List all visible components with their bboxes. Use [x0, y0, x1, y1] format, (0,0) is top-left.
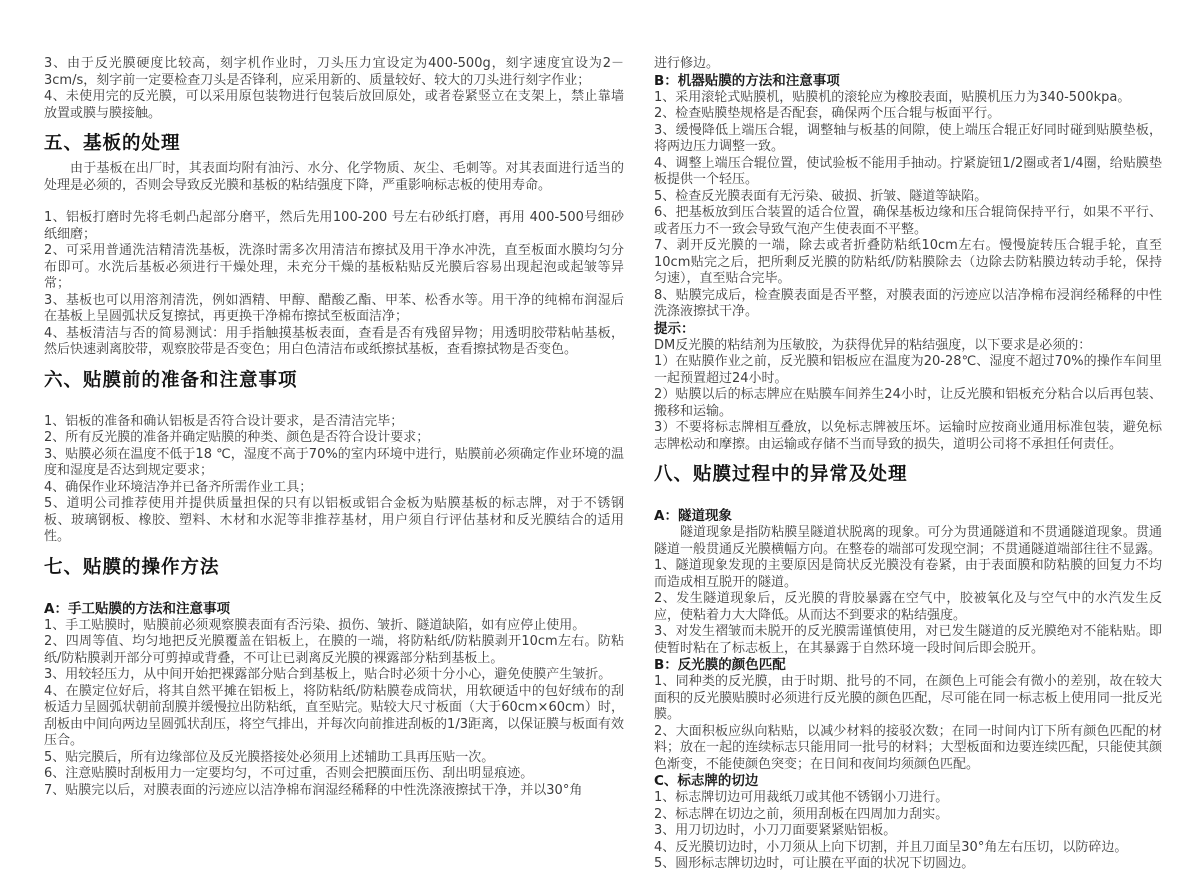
paragraph: 5、道明公司推荐使用并提供质量担保的只有以铝板或铝合金板为贴膜基板的标志牌，对于不锈钢板、玻璃钢板、橡胶、塑料、木材和水泥等非推荐基材，用户须自行评估基材和反光膜结合的适用性。	[44, 496, 624, 544]
subsection-heading: A：手工贴膜的方法和注意事项	[44, 600, 230, 617]
subsection-heading: 提示：	[654, 320, 695, 337]
section-heading: 五、基板的处理	[44, 133, 181, 154]
paragraph: 4、未使用完的反光膜，可以采用原包装物进行包装后放回原处，或者卷紧竖立在支架上，禁止靠墙放置或膜与膜接触。	[44, 89, 624, 121]
paragraph: 3、由于反光膜硬度比较高，刻字机作业时，刀头压力宜设定为400-500g，刻字速度宜设为2－3cm/s，刻字前一定要检查刀头是否锋利，应采用新的、质量较好、较大的刀头进行刻字作业；	[44, 56, 624, 88]
paragraph: 4、确保作业环境洁净并已备齐所需作业工具；	[44, 479, 313, 495]
paragraph: 4、基板清洁与否的简易测试：用手指触摸基板表面，查看是否有残留异物；用透明胶带粘帖基板，然后快速剥离胶带，观察胶带是否变色；用白色清洁布或纸擦拭基板，查看擦拭物是否变色。	[44, 325, 624, 357]
paragraph: 8、贴膜完成后，检查膜表面是否平整，对膜表面的污迹应以洁净棉布浸润经稀释的中性洗涤液擦拭干净。	[654, 287, 1162, 319]
paragraph: 1、标志牌切边可用裁纸刀或其他不锈钢小刀进行。	[654, 790, 949, 805]
paragraph: 6、把基板放到压合装置的适合位置，确保基板边缘和压合辊筒保持平行，如果不平行、或者压力不一致会导致气泡产生使表面不平整。	[654, 205, 1162, 237]
paragraph: 隧道现象是指防粘膜呈隧道状脱离的现象。可分为贯通隧道和不贯通隧道现象。贯通隧道一般贯通反光膜横幅方向。在整卷的端部可发现空洞；不贯通隧道端部往往不显露。	[654, 525, 1162, 557]
paragraph: 1、隧道现象发现的主要原因是筒状反光膜没有卷紧，由于表面膜和防粘膜的回复力不均而造成相互脱开的隧道。	[654, 558, 1162, 590]
paragraph: 由于基板在出厂时，其表面均附有油污、水分、化学物质、灰尘、毛刺等。对其表面进行适当的处理是必须的，否则会导致反光膜和基板的粘结强度下降，严重影响标志板的使用寿命。	[44, 161, 624, 193]
paragraph: 1、采用滚轮式贴膜机，贴膜机的滚轮应为橡胶表面，贴膜机压力为340-500kpa。	[654, 89, 1131, 105]
paragraph: 2、四周等值、均匀地把反光膜覆盖在铝板上，在膜的一端，将防粘纸/防粘膜剥开10cm左右。防粘纸/防粘膜剥开部分可剪掉或背叠，不可让已剥离反光膜的裸露部分粘到基板上。	[44, 634, 624, 666]
paragraph: 2、发生隧道现象后，反光膜的背胶暴露在空气中，胶被氧化及与空气中的水汽发生反应，使粘着力大大降低。从而达不到要求的粘结强度。	[654, 591, 1162, 623]
paragraph: 进行修边。	[654, 56, 720, 71]
paragraph: 3、用较轻压力，从中间开始把裸露部分贴合到基板上，贴合时必须十分小心，避免使膜产生皱折。	[44, 667, 612, 682]
spacer	[44, 585, 624, 601]
section-heading: 六、贴膜前的准备和注意事项	[44, 369, 298, 391]
paragraph: 4、在膜定位好后，将其自然平摊在铝板上，将防粘纸/防粘膜卷成筒状，用软硬适中的包好绒布的刮板适力呈圆弧状朝前刮膜并缓慢拉出防粘纸，直至贴完。贴较大尺寸板面（大于60cm×60cm）时，刮板由中间向两边呈圆弧状刮压，将空气排出，并每次向前推进刮板的1/3距离，以保证膜与板面有效压合。	[44, 683, 624, 748]
paragraph: 5、检查反光膜表面有无污染、破损、折皱、隧道等缺陷。	[654, 188, 988, 204]
paragraph: 3、对发生褶皱而未脱开的反光膜需谨慎使用，对已发生隧道的反光膜绝对不能粘贴。即使暂时粘在了标志板上，在其暴露于自然环境一段时间后即会脱开。	[654, 624, 1162, 656]
paragraph: 3、贴膜必须在温度不低于18 ℃，湿度不高于70%的室内环境中进行，贴膜前必须确定作业环境的温度和湿度是否达到规定要求；	[44, 446, 624, 478]
paragraph: 7、贴膜完以后，对膜表面的污迹应以洁净棉布润湿经稀释的中性洗涤液擦拭干净，并以30°角	[44, 782, 583, 798]
paragraph: 2、所有反光膜的准备并确定贴膜的种类、颜色是否符合设计要求；	[44, 430, 430, 445]
paragraph: 3、缓慢降低上端压合辊，调整轴与板基的间隙，使上端压合辊正好同时碰到贴膜垫板，将两边压力调整一致。	[654, 122, 1162, 154]
paragraph: 2、检查贴膜垫规格是否配套，确保两个压合辊与板面平行。	[654, 106, 1001, 121]
spacer	[44, 194, 624, 210]
paragraph: 3）不要将标志牌相互叠放，以免标志牌被压坏。运输时应按商业通用标准包装，避免标志牌松动和摩擦。由运输或存储不当而导致的损失，道明公司将不承担任何责任。	[654, 420, 1162, 452]
paragraph: 2、标志牌在切边之前，须用刮板在四周加力刮实。	[654, 806, 949, 822]
paragraph: 2、大面积板应纵向粘贴，以减少材料的接驳次数；在同一时间内订下所有颜色匹配的材料；放在一起的连续标志只能用同一批号的材料；大型板面和边要连续匹配，只能使其颜色渐变，不能使颜色突变；在日间和夜间均须颜色匹配。	[654, 723, 1162, 772]
section-heading: 八、贴膜过程中的异常及处理	[654, 464, 908, 485]
subsection-heading: C、标志牌的切边	[654, 773, 759, 789]
paragraph: 1）在贴膜作业之前，反光膜和铝板应在温度为20-28℃、湿度不超过70%的操作车间里一起预置超过24小时。	[654, 354, 1162, 386]
left-column	[44, 56, 624, 878]
paragraph: 1、铝板的准备和确认铝板是否符合设计要求，是否清洁完毕；	[44, 413, 404, 429]
paragraph: 1、手工贴膜时，贴膜前必须观察膜表面有否污染、损伤、皱折、隧道缺陷，如有应停止使用。	[44, 617, 586, 633]
paragraph: 1、铝板打磨时先将毛刺凸起部分磨平，然后先用100-200 号左右砂纸打磨，再用 400-500号细砂纸细磨；	[44, 210, 624, 242]
paragraph: 2）贴膜以后的标志牌应在贴膜车间养生24小时，让反光膜和铝板充分粘合以后再包装、搬移和运输。	[654, 387, 1162, 419]
paragraph: 2、可采用普通洗洁精清洗基板，洗涤时需多次用清洁布擦拭及用干净水冲洗，直至板面水膜均匀分布即可。水洗后基板必须进行干燥处理，未充分干燥的基板粘贴反光膜后容易出现起泡或起皱等异常；	[44, 243, 624, 291]
section-heading: 七、贴膜的操作方法	[44, 556, 220, 578]
paragraph: 4、调整上端压合辊位置，使试验板不能用手抽动。拧紧旋钮1/2圈或者1/4圈，给贴膜垫板提供一个轻压。	[654, 155, 1162, 187]
paragraph: 5、圆形标志牌切边时，可让膜在平面的状况下切圆边。	[654, 856, 975, 871]
subsection-heading: A：隧道现象	[654, 508, 732, 524]
spacer	[654, 492, 1162, 508]
spacer	[44, 398, 624, 414]
subsection-heading: B：机器贴膜的方法和注意事项	[654, 72, 840, 89]
paragraph: 5、贴完膜后，所有边缘部位及反光膜搭接处必须用上述辅助工具再压贴一次。	[44, 749, 495, 765]
paragraph: 7、剥开反光膜的一端，除去或者折叠防粘纸10cm左右。慢慢旋转压合辊手轮，直至10cm贴完之后，把所剩反光膜的防粘纸/防粘膜除去（边除去防粘膜边转动手轮，保持匀速），直至贴合完毕。	[654, 238, 1162, 286]
paragraph: 1、同种类的反光膜，由于时期、批号的不同，在颜色上可能会有微小的差别，故在较大面积的反光膜贴膜时必须进行反光膜的颜色匹配，尽可能在同一标志板上使用同一批反光膜。	[654, 674, 1162, 722]
paragraph: 3、基板也可以用溶剂清洗，例如酒精、甲醇、醋酸乙酯、甲苯、松香水等。用干净的纯棉布润湿后在基板上呈圆弧状反复擦拭，再更换干净棉布擦拭至板面洁净；	[44, 292, 624, 324]
paragraph: 6、注意贴膜时刮板用力一定要均匀，不可过重，否则会把膜面压伤、刮出明显痕迹。	[44, 766, 534, 781]
subsection-heading: B：反光膜的颜色匹配	[654, 657, 786, 673]
right-column	[654, 56, 1162, 878]
paragraph: 3、用刀切边时，小刀刀面要紧紧贴铝板。	[654, 823, 897, 838]
paragraph: DM反光膜的粘结剂为压敏胶，为获得优异的粘结强度，以下要求是必须的：	[654, 337, 1092, 353]
paragraph: 4、反光膜切边时，小刀须从上向下切割，并且刀面呈30°角左右压切，以防碎边。	[654, 839, 1128, 855]
